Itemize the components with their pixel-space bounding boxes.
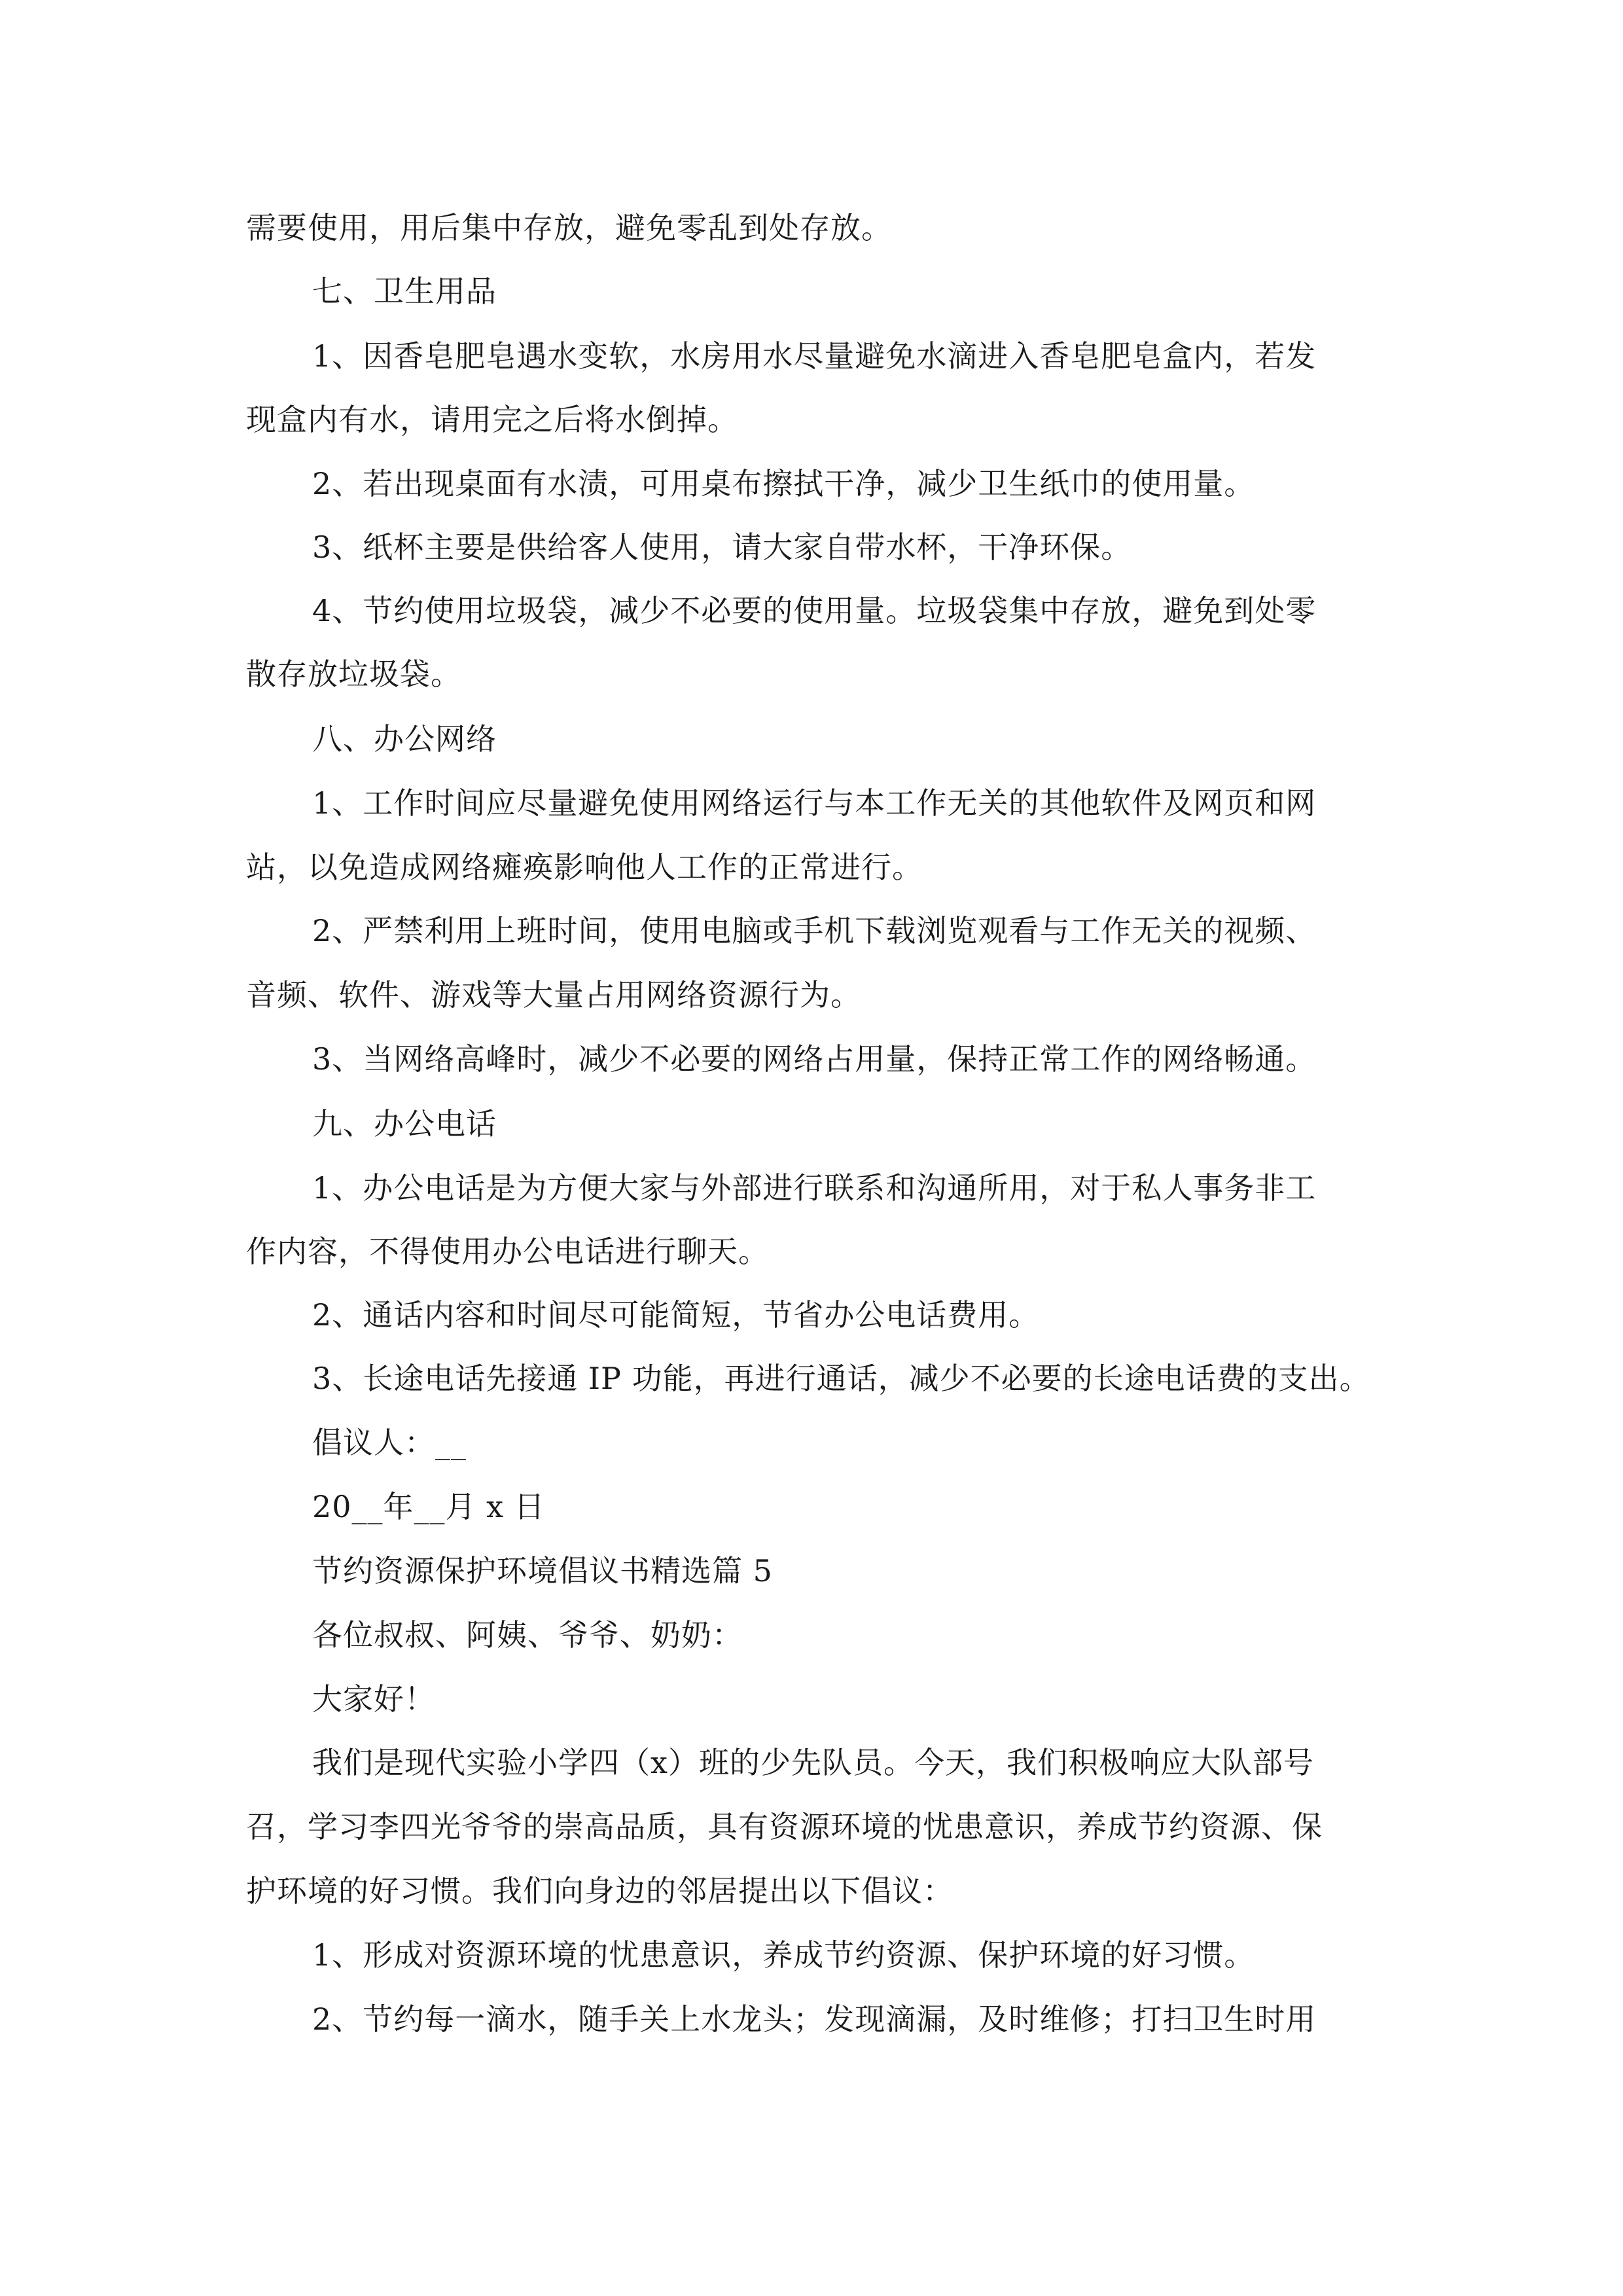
paragraph-line: 3、纸杯主要是供给客人使用，请大家自带水杯，干净环保。 <box>312 529 1132 565</box>
paragraph-line: 3、当网络高峰时，减少不必要的网络占用量，保持正常工作的网络畅通。 <box>312 1041 1317 1077</box>
paragraph-line: 1、因香皂肥皂遇水变软，水房用水尽量避免水滴进入香皂肥皂盒内，若发 <box>312 338 1317 374</box>
paragraph-line: 2、严禁利用上班时间，使用电脑或手机下载浏览观看与工作无关的视频、 <box>312 913 1317 948</box>
paragraph-line: 站，以免造成网络瘫痪影响他人工作的正常进行。 <box>246 850 923 885</box>
paragraph-line: 1、工作时间应尽量避免使用网络运行与本工作无关的其他软件及网页和网 <box>312 785 1317 821</box>
date-line: 20__年__月 x 日 <box>312 1489 545 1524</box>
section-heading: 七、卫生用品 <box>312 274 497 309</box>
paragraph-line: 作内容，不得使用办公电话进行聊天。 <box>246 1234 769 1269</box>
signature-line: 倡议人：__ <box>312 1425 467 1460</box>
paragraph-line: 我们是现代实验小学四（x）班的少先队员。今天，我们积极响应大队部号 <box>312 1745 1314 1780</box>
paragraph-line: 音频、软件、游戏等大量占用网络资源行为。 <box>246 977 861 1013</box>
section-heading: 八、办公网络 <box>312 721 497 757</box>
paragraph-line: 护环境的好习惯。我们向身边的邻居提出以下倡议： <box>246 1873 954 1909</box>
paragraph-line: 2、节约每一滴水，随手关上水龙头；发现滴漏，及时维修；打扫卫生时用 <box>312 2001 1317 2037</box>
paragraph-line: 1、办公电话是为方便大家与外部进行联系和沟通所用，对于私人事务非工 <box>312 1170 1317 1206</box>
greeting: 大家好！ <box>312 1681 435 1717</box>
paragraph-line: 1、形成对资源环境的忧患意识，养成节约资源、保护环境的好习惯。 <box>312 1937 1255 1973</box>
paragraph-line: 4、节约使用垃圾袋，减少不必要的使用量。垃圾袋集中存放，避免到处零 <box>312 593 1317 628</box>
paragraph-line: 召，学习李四光爷爷的崇高品质，具有资源环境的忧患意识，养成节约资源、保 <box>246 1809 1323 1844</box>
paragraph-line: 3、长途电话先接通 IP 功能，再进行通话，减少不必要的长途电话费的支出。 <box>312 1361 1370 1396</box>
paragraph-line: 现盒内有水，请用完之后将水倒掉。 <box>246 402 738 437</box>
article-title: 节约资源保护环境倡议书精选篇 5 <box>312 1553 773 1588</box>
paragraph-line: 散存放垃圾袋。 <box>246 656 461 692</box>
paragraph-line: 2、通话内容和时间尽可能简短，节省办公电话费用。 <box>312 1297 1040 1333</box>
paragraph-line: 需要使用，用后集中存放，避免零乱到处存放。 <box>246 210 892 245</box>
salutation: 各位叔叔、阿姨、爷爷、奶奶： <box>312 1617 743 1653</box>
paragraph-line: 2、若出现桌面有水渍，可用桌布擦拭干净，减少卫生纸巾的使用量。 <box>312 466 1255 501</box>
section-heading: 九、办公电话 <box>312 1106 497 1141</box>
